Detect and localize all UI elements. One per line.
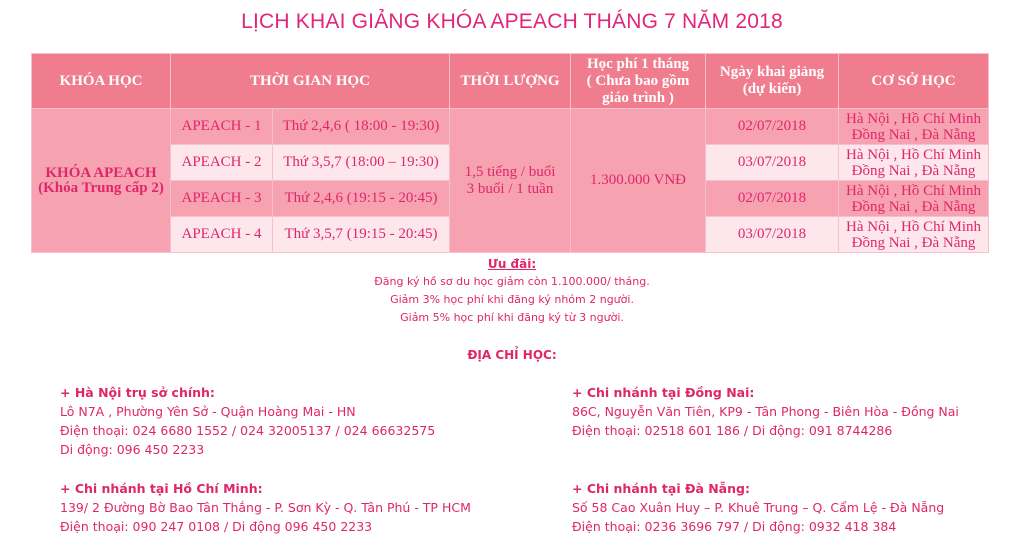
branch-hcm bbox=[60, 479, 471, 536]
branch-heading: + Chi nhánh tại Đà Nẵng: bbox=[572, 481, 750, 496]
date-cell: 03/07/2018 bbox=[706, 217, 839, 253]
location-line: Hà Nội , Hồ Chí Minh bbox=[846, 218, 982, 235]
branch-phone: Điện thoại: 02518 601 186 / Di động: 091 8744286 bbox=[572, 423, 893, 438]
branch-heading: + Hà Nội trụ sở chính: bbox=[60, 385, 215, 400]
header-fee-line: ( Chưa bao gồm bbox=[586, 72, 690, 89]
offer-line: Giảm 5% học phí khi đăng ký từ 3 người. bbox=[400, 311, 624, 324]
branch-address: 86C, Nguyễn Văn Tiên, KP9 - Tân Phong - Biên Hòa - Đồng Nai bbox=[572, 404, 959, 419]
class-cell: APEACH - 3 bbox=[171, 181, 273, 217]
page-title: LỊCH KHAI GIẢNG KHÓA APEACH THÁNG 7 NĂM 2018 bbox=[241, 10, 783, 33]
header-start-date bbox=[706, 54, 839, 109]
duration-cell bbox=[450, 109, 571, 253]
time-cell: Thứ 2,4,6 ( 18:00 - 19:30) bbox=[273, 109, 450, 145]
address-heading: ĐỊA CHỈ HỌC: bbox=[467, 348, 557, 362]
header-fee-line: Học phí 1 tháng bbox=[586, 55, 690, 72]
branch-hanoi bbox=[60, 383, 435, 459]
branch-mobile: Di động: 096 450 2233 bbox=[60, 442, 205, 457]
offer-line: Giảm 3% học phí khi đăng ký nhóm 2 người. bbox=[390, 293, 634, 306]
header-fee bbox=[571, 54, 706, 109]
branch-address: 139/ 2 Đường Bờ Bao Tân Thắng - P. Sơn Kỳ - Q. Tân Phú - TP HCM bbox=[60, 500, 471, 515]
branch-dongnai bbox=[572, 383, 959, 440]
time-cell: Thứ 3,5,7 (18:00 – 19:30) bbox=[273, 145, 450, 181]
location-line: Đồng Nai , Đà Nẵng bbox=[851, 162, 976, 179]
date-cell: 03/07/2018 bbox=[706, 145, 839, 181]
location-line: Đồng Nai , Đà Nẵng bbox=[851, 234, 976, 251]
header-course: KHÓA HỌC bbox=[32, 54, 171, 109]
duration-line: 1,5 tiếng / buổi bbox=[464, 163, 556, 180]
header-location: CƠ SỞ HỌC bbox=[839, 54, 989, 109]
offer-section bbox=[0, 255, 1024, 327]
branch-address: Lô N7A , Phường Yên Sở - Quận Hoàng Mai - HN bbox=[60, 404, 356, 419]
table-header-row bbox=[32, 54, 989, 109]
course-cell bbox=[32, 109, 171, 253]
table-row bbox=[32, 109, 989, 145]
location-line: Hà Nội , Hồ Chí Minh bbox=[846, 182, 982, 199]
header-date-line: (dự kiến) bbox=[742, 81, 802, 97]
branch-address: Số 58 Cao Xuân Huy – P. Khuê Trung – Q. Cẩm Lệ - Đà Nẵng bbox=[572, 500, 945, 515]
header-time: THỜI GIAN HỌC bbox=[171, 54, 450, 109]
date-cell: 02/07/2018 bbox=[706, 181, 839, 217]
location-line: Đồng Nai , Đà Nẵng bbox=[851, 198, 976, 215]
branch-phone: Điện thoại: 0236 3696 797 / Di động: 0932 418 384 bbox=[572, 519, 897, 534]
course-name: KHÓA APEACH bbox=[45, 164, 157, 181]
duration-line: 3 buổi / 1 tuần bbox=[466, 180, 554, 197]
location-line: Hà Nội , Hồ Chí Minh bbox=[846, 110, 982, 127]
course-subtitle: (Khóa Trung cấp 2) bbox=[38, 179, 164, 196]
offer-heading: Ưu đãi: bbox=[487, 257, 537, 271]
location-cell bbox=[839, 109, 989, 145]
header-fee-line: giáo trình ) bbox=[602, 89, 674, 106]
fee-cell: 1.300.000 VNĐ bbox=[571, 109, 706, 253]
branch-danang bbox=[572, 479, 944, 536]
location-cell bbox=[839, 217, 989, 253]
header-date-line: Ngày khai giảng bbox=[719, 64, 825, 80]
class-cell: APEACH - 2 bbox=[171, 145, 273, 181]
branch-phone: Điện thoại: 090 247 0108 / Di động 096 450 2233 bbox=[60, 519, 373, 534]
time-cell: Thứ 3,5,7 (19:15 - 20:45) bbox=[273, 217, 450, 253]
class-cell: APEACH - 1 bbox=[171, 109, 273, 145]
header-duration: THỜI LƯỢNG bbox=[450, 54, 571, 109]
branch-heading: + Chi nhánh tại Đồng Nai: bbox=[572, 385, 755, 400]
location-line: Đồng Nai , Đà Nẵng bbox=[851, 126, 976, 143]
branch-phone: Điện thoại: 024 6680 1552 / 024 32005137 / 024 66632575 bbox=[60, 423, 436, 438]
location-cell bbox=[839, 181, 989, 217]
time-cell: Thứ 2,4,6 (19:15 - 20:45) bbox=[273, 181, 450, 217]
location-line: Hà Nội , Hồ Chí Minh bbox=[846, 146, 982, 163]
schedule-table bbox=[31, 53, 989, 253]
date-cell: 02/07/2018 bbox=[706, 109, 839, 145]
class-cell: APEACH - 4 bbox=[171, 217, 273, 253]
offer-line: Đăng ký hồ sơ du học giảm còn 1.100.000/ tháng. bbox=[374, 275, 650, 288]
branch-heading: + Chi nhánh tại Hồ Chí Minh: bbox=[60, 481, 263, 496]
location-cell bbox=[839, 145, 989, 181]
